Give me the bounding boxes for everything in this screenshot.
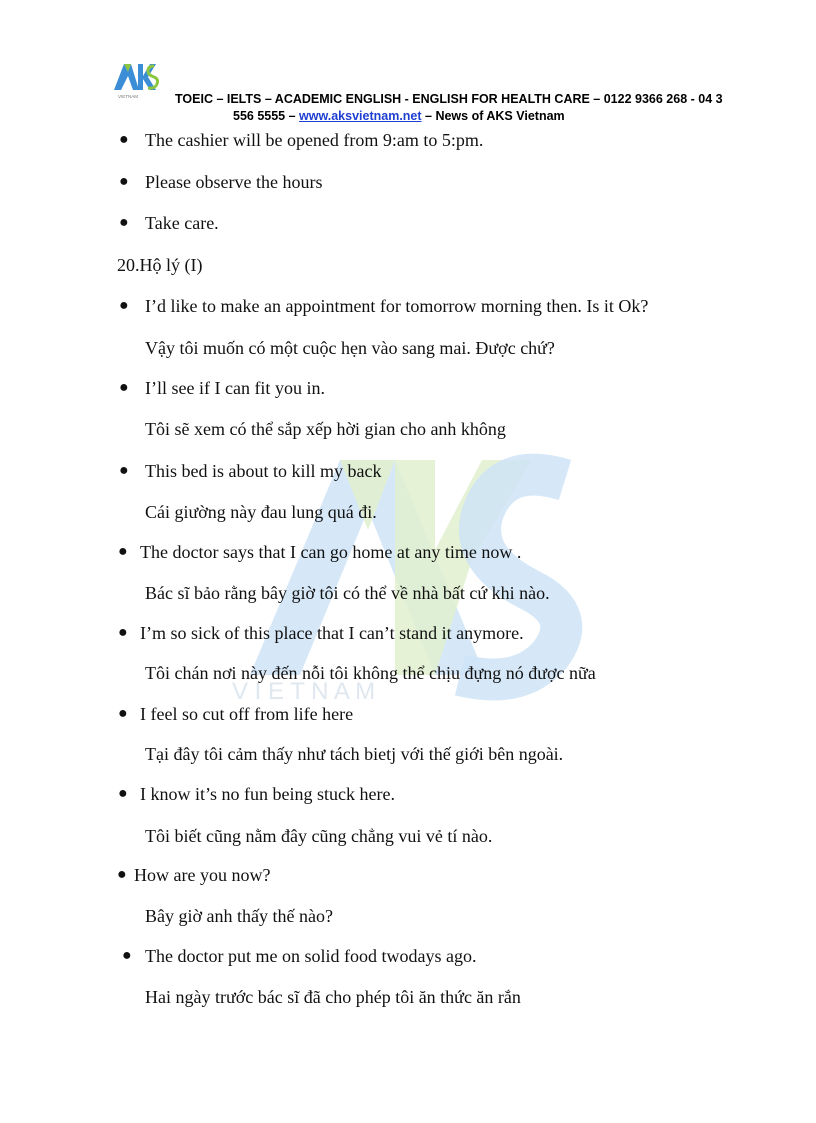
phrase-en: I feel so cut off from life here — [140, 704, 354, 724]
aks-logo — [104, 58, 170, 100]
phrase-vi: Cái giường này đau lung quá đi. — [145, 502, 377, 522]
phrase-vi: Vậy tôi muốn có một cuộc hẹn vào sang mai. Được chứ? — [145, 338, 555, 358]
svg-text:VIETNAM: VIETNAM — [118, 94, 139, 99]
phrase-vi: Tôi sẽ xem có thể sắp xếp hời gian cho anh không — [145, 419, 506, 439]
section-title: 20.Hộ lý (I) — [117, 255, 203, 275]
phrase-en: The doctor says that I can go home at any time now . — [140, 542, 522, 562]
phrase-vi: Bây giờ anh thấy thế nào? — [145, 906, 333, 926]
phrase-vi: Bác sĩ bảo rằng bây giờ tôi có thể về nhà bất cứ khi nào. — [145, 583, 550, 603]
bullet-icon: ● — [118, 785, 128, 802]
intro-item: Please observe the hours — [145, 172, 323, 192]
bullet-icon: ● — [119, 379, 129, 396]
watermark-word: V I E T N A M — [232, 678, 376, 705]
intro-item: Take care. — [145, 213, 219, 233]
bullet-icon: ● — [119, 214, 129, 231]
bullet-icon: ● — [122, 947, 132, 964]
phrase-en: How are you now? — [134, 865, 271, 885]
website-link[interactable]: www.aksvietnam.net — [299, 109, 422, 123]
header-phone: 556 5555 – — [233, 109, 300, 123]
phrase-vi: Tôi biết cũng nằm đây cũng chẳng vui vẻ tí nào. — [145, 826, 493, 846]
bullet-icon: ● — [119, 462, 129, 479]
bullet-icon: ● — [119, 297, 129, 314]
phrase-vi: Tại đây tôi cảm thấy như tách bietj với thế giới bên ngoài. — [145, 744, 564, 764]
phrase-en: I know it’s no fun being stuck here. — [140, 784, 395, 804]
intro-item: The cashier will be opened from 9:am to 5:pm. — [145, 130, 484, 150]
header-line-2 — [233, 109, 565, 123]
header-news: – News of AKS Vietnam — [421, 109, 565, 123]
phrase-vi: Hai ngày trước bác sĩ đã cho phép tôi ăn thức ăn rắn — [145, 987, 521, 1007]
bullet-icon: ● — [118, 624, 128, 641]
phrase-vi: Tôi chán nơi này đến nỗi tôi không thể chịu đựng nó được nữa — [145, 663, 596, 683]
bullet-icon: ● — [118, 705, 128, 722]
bullet-icon: ● — [119, 131, 129, 148]
bullet-icon: ● — [117, 866, 127, 883]
phrase-en: I’m so sick of this place that I can’t stand it anymore. — [140, 623, 524, 643]
phrase-en: This bed is about to kill my back — [145, 461, 382, 481]
header-line-1: TOEIC – IELTS – ACADEMIC ENGLISH - ENGLISH FOR HEALTH CARE – 0122 9366 268 - 04 3 — [175, 92, 723, 106]
phrase-en: The doctor put me on solid food twodays ago. — [145, 946, 477, 966]
bullet-icon: ● — [119, 173, 129, 190]
bullet-icon: ● — [118, 543, 128, 560]
phrase-en: I’d like to make an appointment for tomorrow morning then. Is it Ok? — [145, 296, 649, 316]
phrase-en: I’ll see if I can fit you in. — [145, 378, 325, 398]
